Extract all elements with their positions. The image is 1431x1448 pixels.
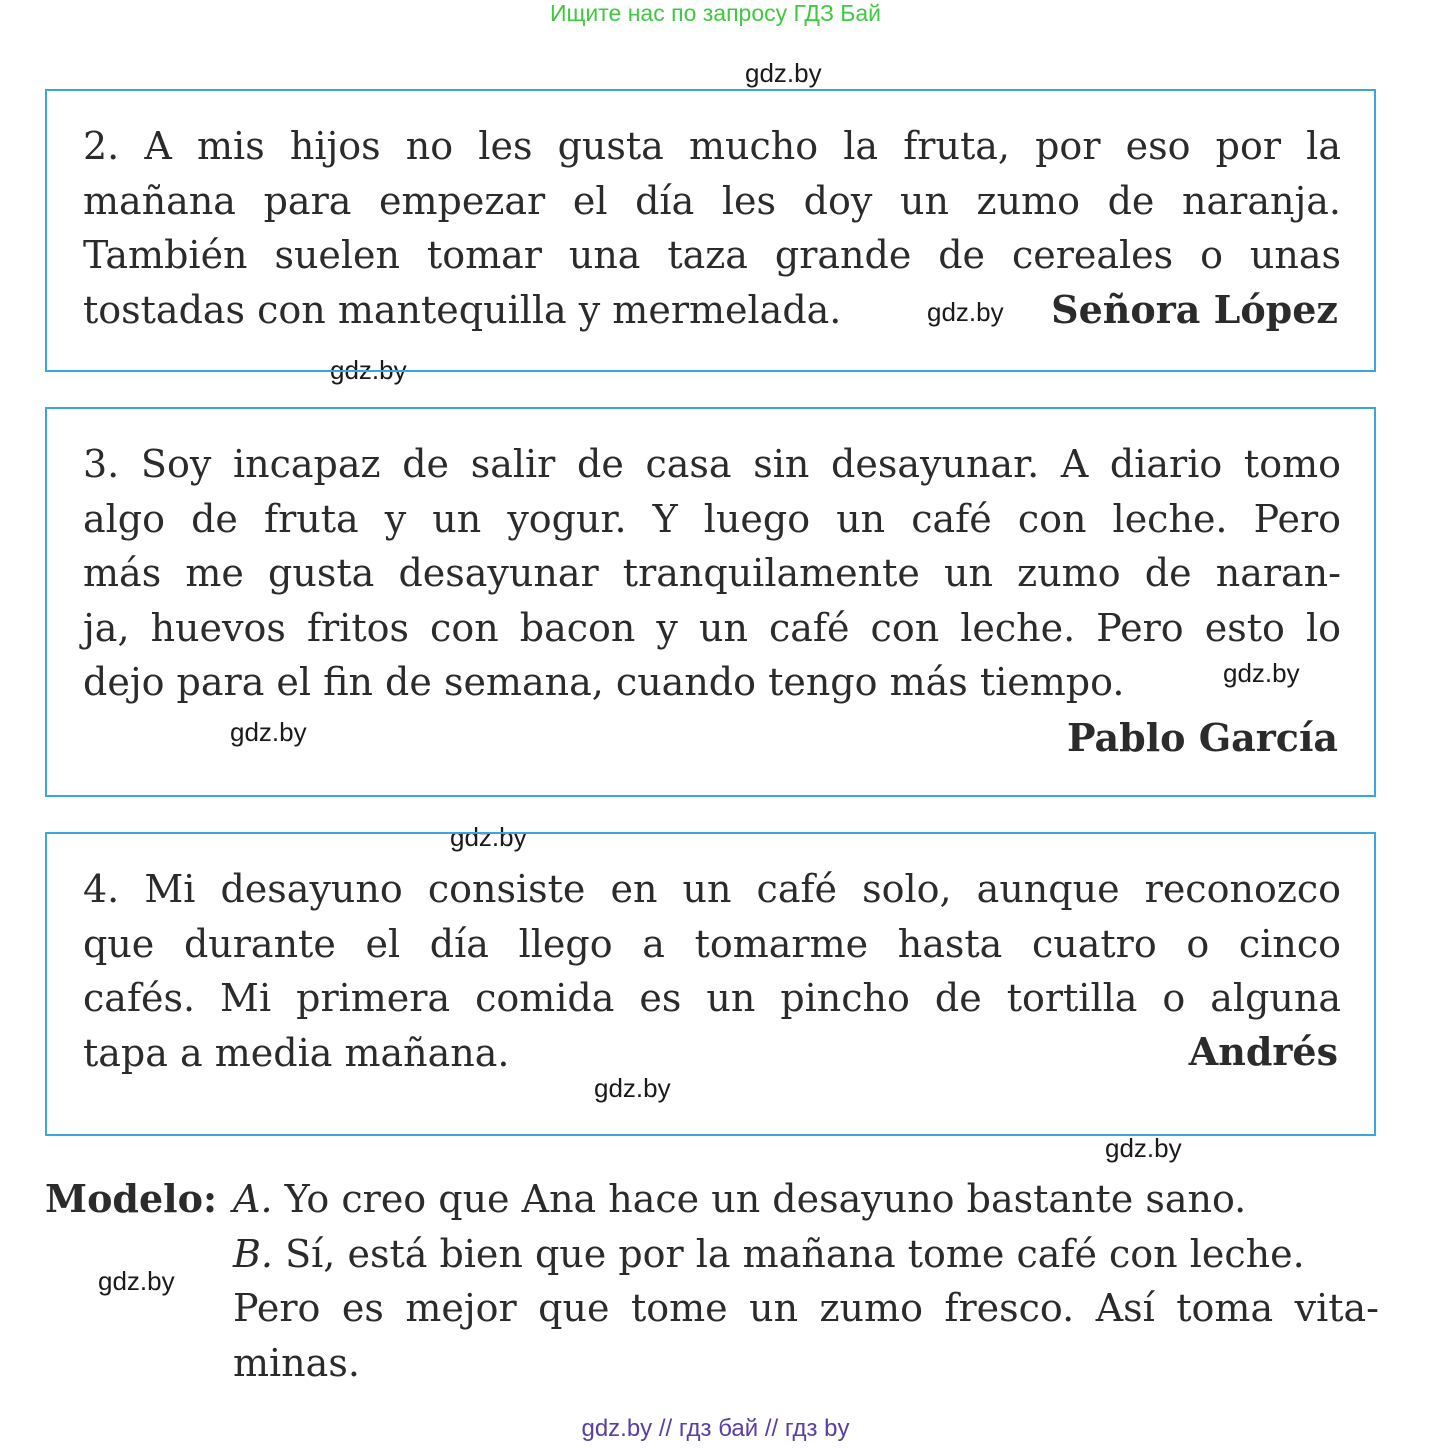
text-line: algo de fruta y un yogur. Y luego un café con leche. Pero [83, 496, 1341, 541]
signature: Andrés [1188, 1029, 1338, 1074]
testimony-box-4 [45, 832, 1376, 1136]
text-line: cafés. Mi primera comida es un pincho de tortilla o alguna [83, 976, 1341, 1020]
footer-watermark: gdz.by // гдз бай // гдз by [581, 1415, 850, 1442]
text-line: 2. A mis hijos no les gusta mucho la fruta, por eso por la [83, 124, 1341, 168]
testimony-text [83, 862, 1341, 1080]
dialogue-b-line2: Pero es mejor que tome un zumo fresco. Así toma vita- [233, 1286, 1379, 1330]
text-line: 4. Mi desayuno consiste en un café solo, aunque reconozco [83, 867, 1341, 911]
signature: Pablo García [1066, 715, 1338, 760]
text-line: tostadas con mantequilla y mermelada. [83, 287, 842, 332]
speaker-b: B. [233, 1231, 274, 1276]
testimony-box-2 [45, 89, 1376, 372]
text-line: ja, huevos fritos con bacon y un café con leche. Pero esto lo [83, 605, 1341, 650]
text-line: También suelen tomar una taza grande de cereales o unas [83, 233, 1341, 277]
text-line: tapa a media mañana. [83, 1030, 510, 1075]
testimony-text [83, 437, 1341, 710]
watermark: gdz.by [330, 355, 407, 385]
watermark: gdz.by [927, 297, 1004, 327]
watermark: gdz.by [230, 717, 307, 747]
text-line: que durante el día llego a tomarme hasta cuatro o cinco [83, 921, 1341, 966]
dialogue-b [233, 1227, 1379, 1282]
watermark: gdz.by [98, 1266, 175, 1296]
dialogue-b-line3: minas. [233, 1340, 360, 1385]
watermark: gdz.by [594, 1073, 671, 1103]
watermark: gdz.by [1223, 658, 1300, 688]
text-line: dejo para el fin de semana, cuando tengo más tiempo. [83, 660, 1125, 704]
top-banner: Ищите нас по запросу ГДЗ Бай [549, 0, 882, 26]
testimony-box-3 [45, 407, 1376, 797]
modelo-body [233, 1172, 1379, 1390]
text-line: más me gusta desayunar tranquilamente un zumo de naran- [83, 551, 1341, 595]
speaker-a: A. [233, 1177, 273, 1221]
watermark: gdz.by [450, 822, 527, 852]
text-line: 3. Soy incapaz de salir de casa sin desayunar. A diario tomo [83, 442, 1341, 486]
text-line: mañana para empezar el día les doy un zumo de naranja. [83, 178, 1341, 223]
watermark: gdz.by [745, 58, 822, 88]
dialogue-a-text: Yo creo que Ana hace un desayuno bastante sano. [284, 1177, 1247, 1221]
modelo-label: Modelo: [45, 1176, 217, 1221]
signature: Señora López [1051, 287, 1338, 332]
dialogue-a [233, 1172, 1379, 1227]
dialogue-b-text: Sí, está bien que por la mañana tome café con leche. [285, 1231, 1305, 1276]
watermark: gdz.by [1105, 1133, 1182, 1163]
